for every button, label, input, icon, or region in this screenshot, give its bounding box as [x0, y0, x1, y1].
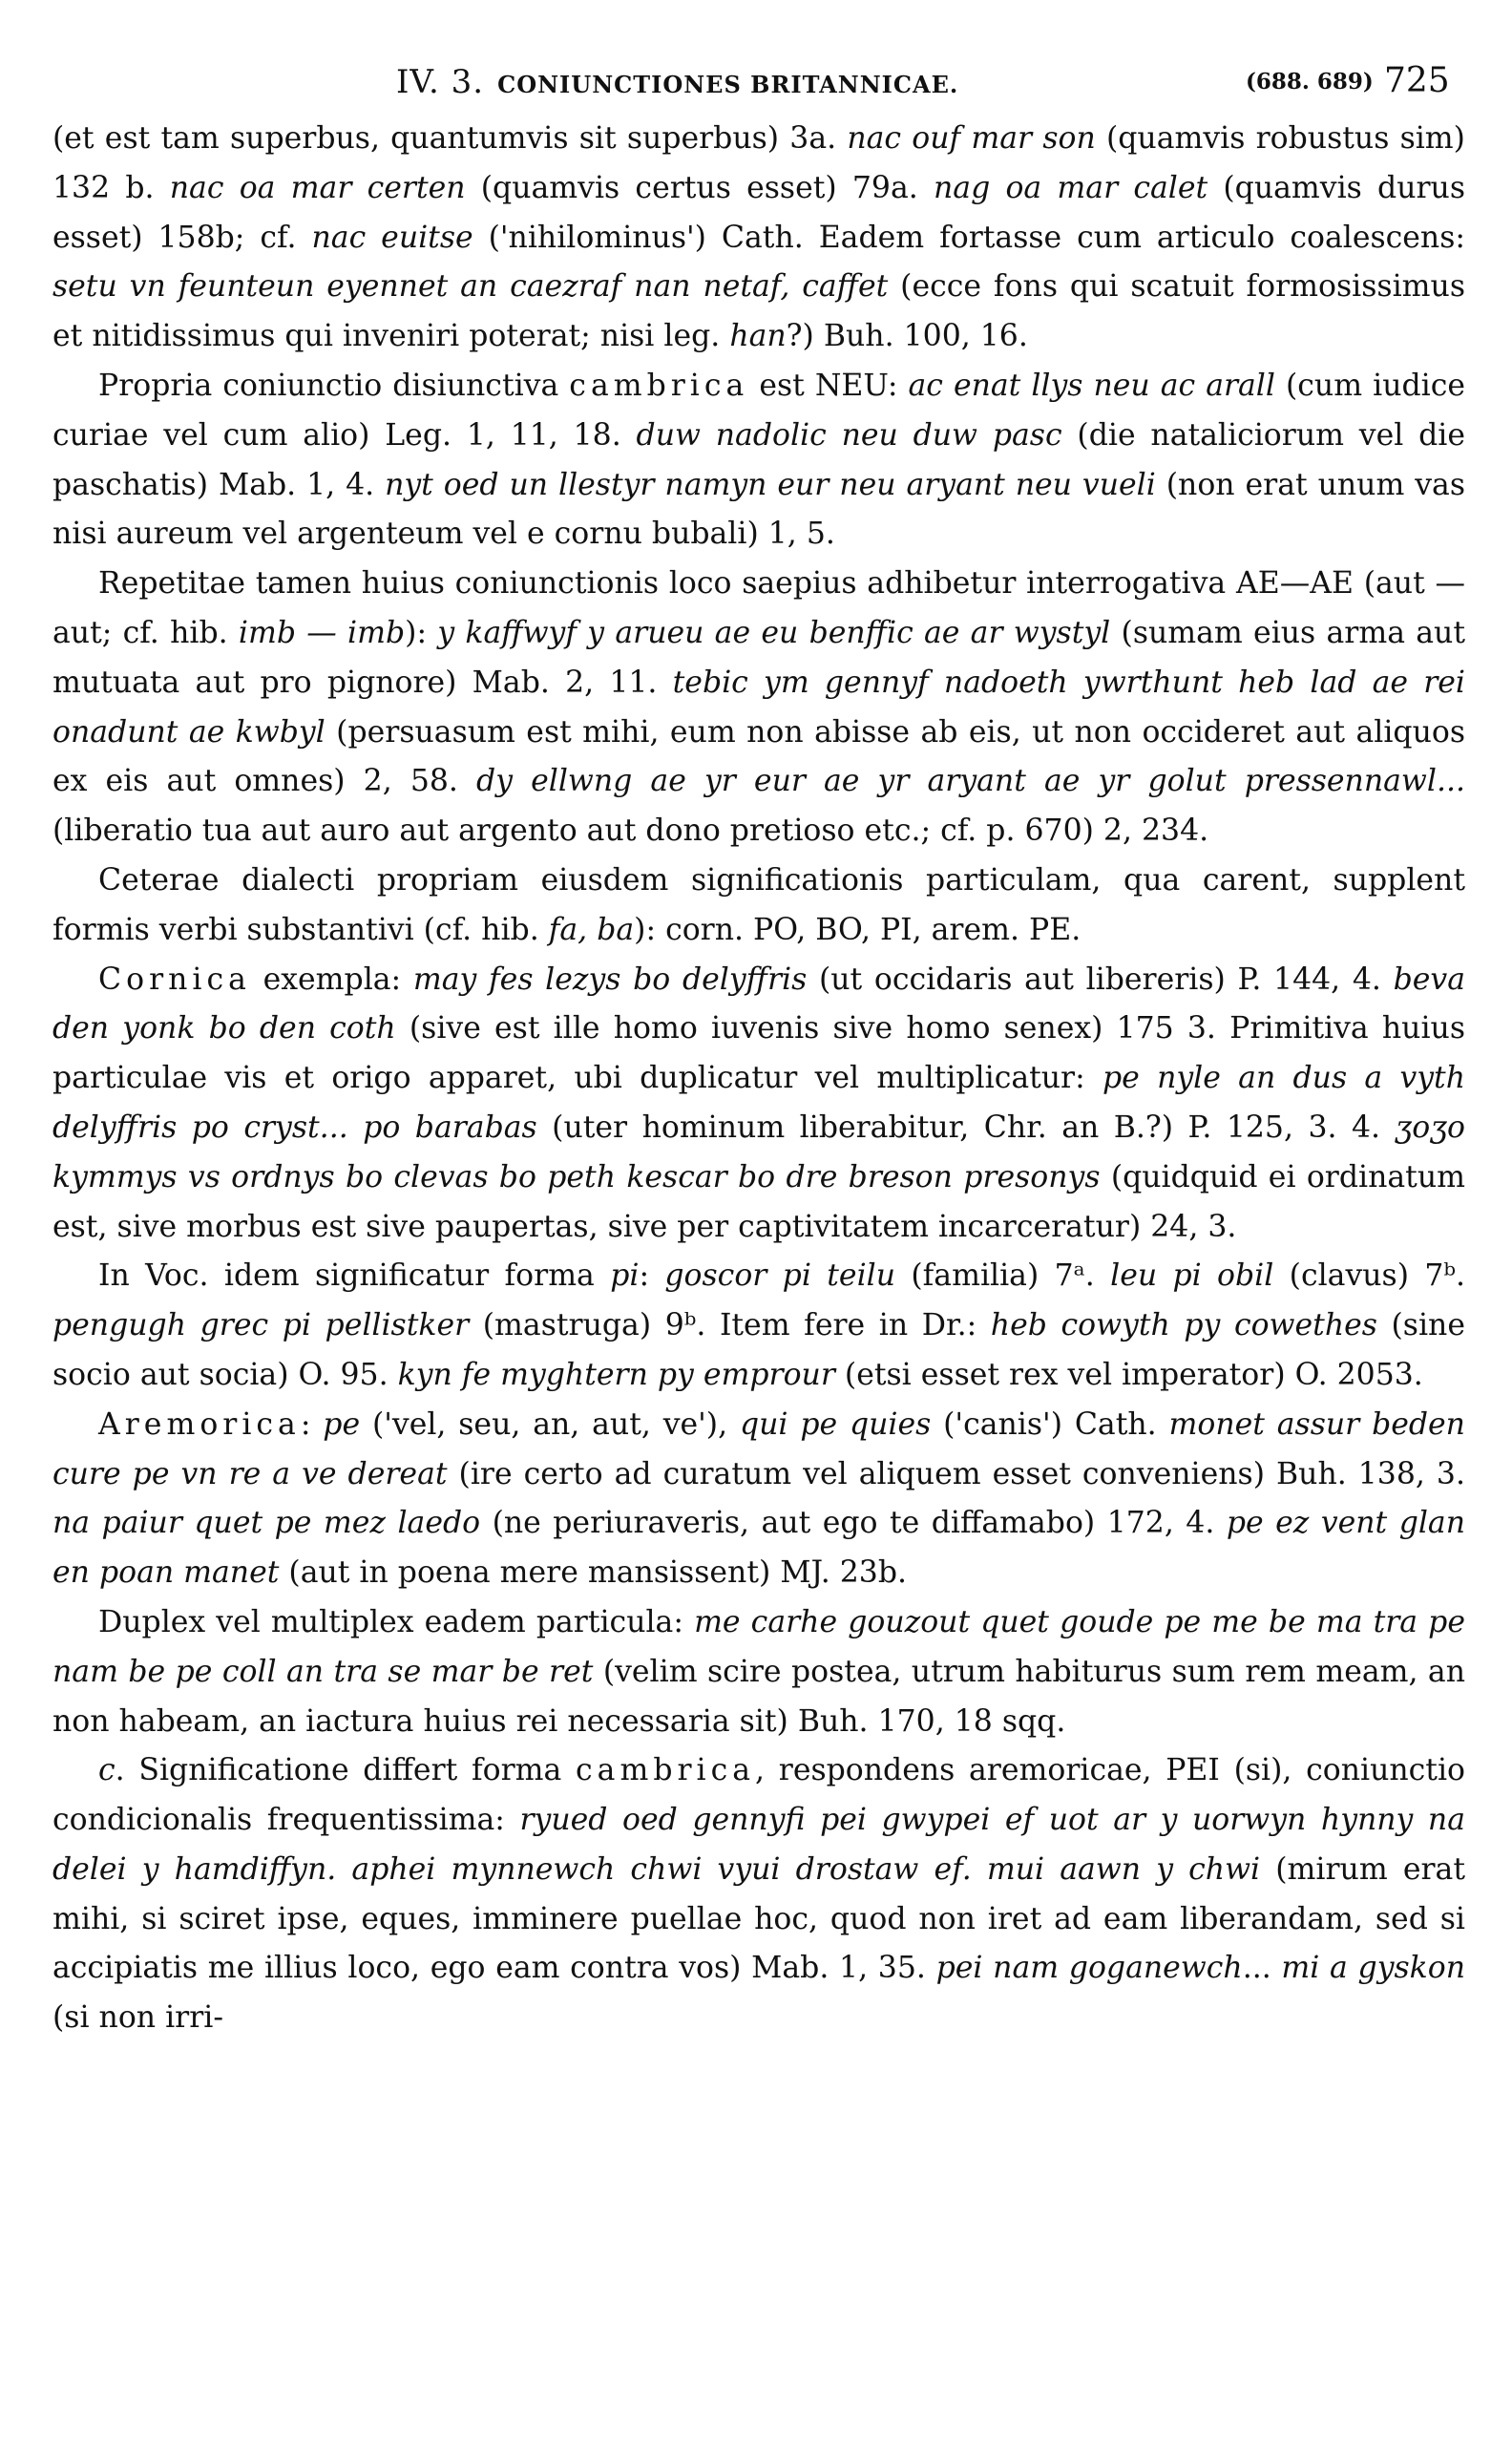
text-run: (uter hominum liberabitur, Chr. an B.?) P. 125, 3. 4.: [536, 1110, 1396, 1145]
italic-quote: nac oa mar certen: [169, 170, 466, 205]
italic-quote: nac ouf mar son: [847, 121, 1096, 156]
italic-quote: kyn fe myghtern py emprour: [397, 1357, 835, 1392]
text-run: ...: [1242, 1951, 1282, 1986]
italic-quote: pe ez vent glan en poan manet: [52, 1506, 1465, 1591]
italic-quote: qui pe quies: [739, 1406, 932, 1442]
text-run: (mirum erat mihi, si sciret ipse, eques, imminere puellae hoc, quod non iret ad eam liberandam, sed si accipiatis me illius loco, ego eam contra vos) Mab. 1, 35.: [52, 1851, 1465, 1986]
text-run: (quamvis certus esset) 79a.: [465, 170, 934, 205]
italic-quote: duw nadolic neu duw pasc: [636, 417, 1062, 453]
text-run: (si non irri-: [52, 2000, 224, 2036]
spaced-term: Cornica: [98, 962, 251, 997]
spaced-term: cambrica: [569, 368, 749, 403]
text-run: (non erat unum vas nisi aureum vel argenteum vel e cornu bubali) 1, 5.: [52, 467, 1465, 552]
text-run: (aut in poena mere mansissent) MJ. 23b.: [279, 1555, 907, 1591]
italic-quote: nyt oed un llestyr namyn eur neu aryant neu vueli: [385, 467, 1156, 502]
italic-quote: pe: [323, 1406, 361, 1442]
text-run: Duplex vel multiplex eadem particula:: [98, 1604, 695, 1639]
italic-quote: ryued oed gennyfi pei gwypei ef uot ar y uorwyn hynny na delei y hamdiffyn. aphei mynnewch chwi vyui drostaw ef. mui aawn y chwi: [52, 1803, 1465, 1887]
text-run: (ire certo ad curatum vel aliquem esset conveniens) Buh. 138, 3.: [447, 1456, 1465, 1491]
running-header: [52, 55, 1465, 115]
paragraph: [52, 856, 1465, 956]
text-run: ?) Buh. 100, 16.: [786, 319, 1028, 354]
text-run: (ut occidaris aut libereris) P. 144, 4.: [807, 962, 1394, 997]
text-run: ('vel, seu, an, aut, ve'),: [360, 1406, 740, 1442]
text-run: (cum iudice curiae vel cum alio) Leg. 1, 11, 18.: [52, 368, 1466, 453]
text-run: (etsi esset rex vel imperator) O. 2053.: [834, 1357, 1423, 1392]
paragraph: [52, 1598, 1465, 1746]
italic-quote: y kaffwyf y arueu ae eu benffic ae ar wystyl: [437, 615, 1111, 650]
body-text: [52, 115, 1465, 2043]
page-number: 725: [1384, 61, 1450, 100]
italic-quote: ac enat llys neu ac arall: [908, 368, 1275, 403]
header-caption: CONIUNCTIONES BRITANNICAE.: [497, 71, 959, 98]
italic-quote: heb cowyth py cowethes: [990, 1308, 1377, 1343]
text-run: (sive est ille homo iuvenis sive homo senex) 175 3. Primitiva huius particulae vis et origo apparet, ubi duplicatur vel multiplicatur:: [52, 1011, 1465, 1096]
text-run: (familia) 7ᵃ.: [895, 1258, 1111, 1294]
spaced-term: Aremorica: [98, 1406, 301, 1442]
text-run: Propria coniunctio disiunctiva: [98, 368, 570, 403]
italic-quote: pei nam goganewch: [935, 1951, 1243, 1986]
header-section: IV. 3.: [396, 63, 485, 101]
italic-quote: c: [98, 1753, 116, 1788]
paragraph: [52, 1401, 1465, 1598]
paragraph: [52, 560, 1465, 856]
text-run: (ne periuraveris, aut ego te diffamabo) 172, 4.: [480, 1506, 1227, 1541]
text-run: (quamvis robustus sim) 132 b.: [52, 121, 1465, 205]
italic-quote: pi: [610, 1258, 640, 1294]
italic-quote: na paiur quet pe mez laedo: [52, 1506, 481, 1541]
text-run: ):: [405, 615, 438, 650]
italic-quote: nag oa mar calet: [934, 170, 1208, 205]
text-run: Repetitae tamen huius coniunctionis loco saepius adhibetur interrogativa AE—AE (aut — aut; cf. hib.: [52, 566, 1465, 650]
italic-quote: fa, ba: [548, 912, 635, 947]
text-run: , respondens aremoricae, PEI (si), coniunctio condicionalis frequentissima:: [52, 1753, 1465, 1838]
text-run: ): corn. PO, BO, PI, arem. PE.: [634, 912, 1082, 947]
text-run: Ceterae dialecti propriam eiusdem significationis particulam, qua carent, supplent formis verbi substantivi (cf. hib.: [52, 862, 1465, 947]
text-run: (quamvis durus esset) 158b; cf.: [52, 170, 1466, 255]
italic-quote: setu vn feunteun eyennet an caezraf nan netaf, caffet: [52, 269, 889, 305]
text-run: . Significatione differt forma: [115, 1753, 577, 1788]
italic-quote: beva den yonk bo den coth: [52, 962, 1466, 1046]
italic-quote: may fes lezys bo delyffris: [412, 962, 808, 997]
paragraph: [52, 362, 1465, 560]
spaced-term: cambrica: [576, 1753, 756, 1788]
text-run: (et est tam superbus, quantumvis sit superbus) 3a.: [52, 121, 848, 156]
italic-quote: dy ellwng ae yr eur ae yr aryant ae yr golut pressennawl...: [476, 764, 1465, 799]
text-run: (quidquid ei ordinatum est, sive morbus est sive paupertas, sive per captivitatem incarceratur) 24, 3.: [52, 1159, 1465, 1244]
book-page: [52, 55, 1465, 2043]
text-run: (mastruga) 9ᵇ. Item fere in Dr.:: [469, 1308, 991, 1343]
italic-quote: mi a gyskon: [1281, 1951, 1465, 1986]
text-run: exempla:: [250, 962, 413, 997]
italic-quote: pengugh grec pi pellistker: [52, 1308, 470, 1343]
text-run: :: [639, 1258, 665, 1294]
text-run: (liberatio tua aut auro aut argento aut dono pretioso etc.; cf. p. 670) 2, 234.: [52, 814, 1209, 849]
text-run: ('nihilominus') Cath. Eadem fortasse cum articulo coalescens:: [472, 220, 1465, 255]
italic-quote: goscor pi teilu: [664, 1258, 896, 1294]
text-run: In Voc. idem significatur forma: [98, 1258, 611, 1294]
text-run: (die nataliciorum vel die paschatis) Mab. 1, 4.: [52, 417, 1466, 502]
text-run: (ecce fons qui scatuit formosissimus et nitidissimus qui inveniri poterat; nisi leg.: [52, 269, 1465, 354]
italic-quote: pe nyle an dus a vyth delyffris po cryst... po barabas: [52, 1061, 1465, 1145]
text-run: ('canis') Cath.: [931, 1406, 1169, 1442]
italic-quote: monet assur beden cure pe vn re a ve dereat: [52, 1406, 1465, 1491]
paragraph: [52, 1252, 1465, 1400]
italic-quote: ʒoʒo kymmys vs ordnys bo clevas bo peth kescar bo dre breson presonys: [52, 1110, 1465, 1194]
italic-quote: me carhe gouzout quet goude pe me be ma tra pe nam be pe coll an tra se mar be ret: [52, 1604, 1465, 1689]
text-run: (persuasum est mihi, eum non abisse ab eis, ut non occideret aut aliquos ex eis aut omnes) 2, 58.: [52, 714, 1465, 799]
text-run: (clavus) 7ᵇ.: [1273, 1258, 1465, 1294]
paragraph: [52, 1746, 1465, 2043]
text-run: (velim scire postea, utrum habiturus sum rem meam, an non habeam, an iactura huius rei necessaria sit) Buh. 170, 18 sqq.: [52, 1654, 1465, 1739]
italic-quote: han: [729, 319, 787, 354]
header-title: [396, 63, 958, 101]
header-section-ref: (688. 689): [1246, 69, 1374, 95]
italic-quote: imb — imb: [238, 615, 406, 650]
text-run: :: [300, 1406, 324, 1442]
text-run: est NEU:: [748, 368, 909, 403]
paragraph: [52, 956, 1465, 1253]
italic-quote: nac euitse: [311, 220, 473, 255]
italic-quote: leu pi obil: [1110, 1258, 1274, 1294]
paragraph: [52, 115, 1465, 362]
text-run: (sine socio aut socia) O. 95.: [52, 1308, 1465, 1392]
text-run: (sumam eius arma aut mutuata aut pro pignore) Mab. 2, 11.: [52, 615, 1465, 700]
italic-quote: tebic ym gennyf nadoeth ywrthunt heb lad ae rei onadunt ae kwbyl: [52, 665, 1465, 750]
